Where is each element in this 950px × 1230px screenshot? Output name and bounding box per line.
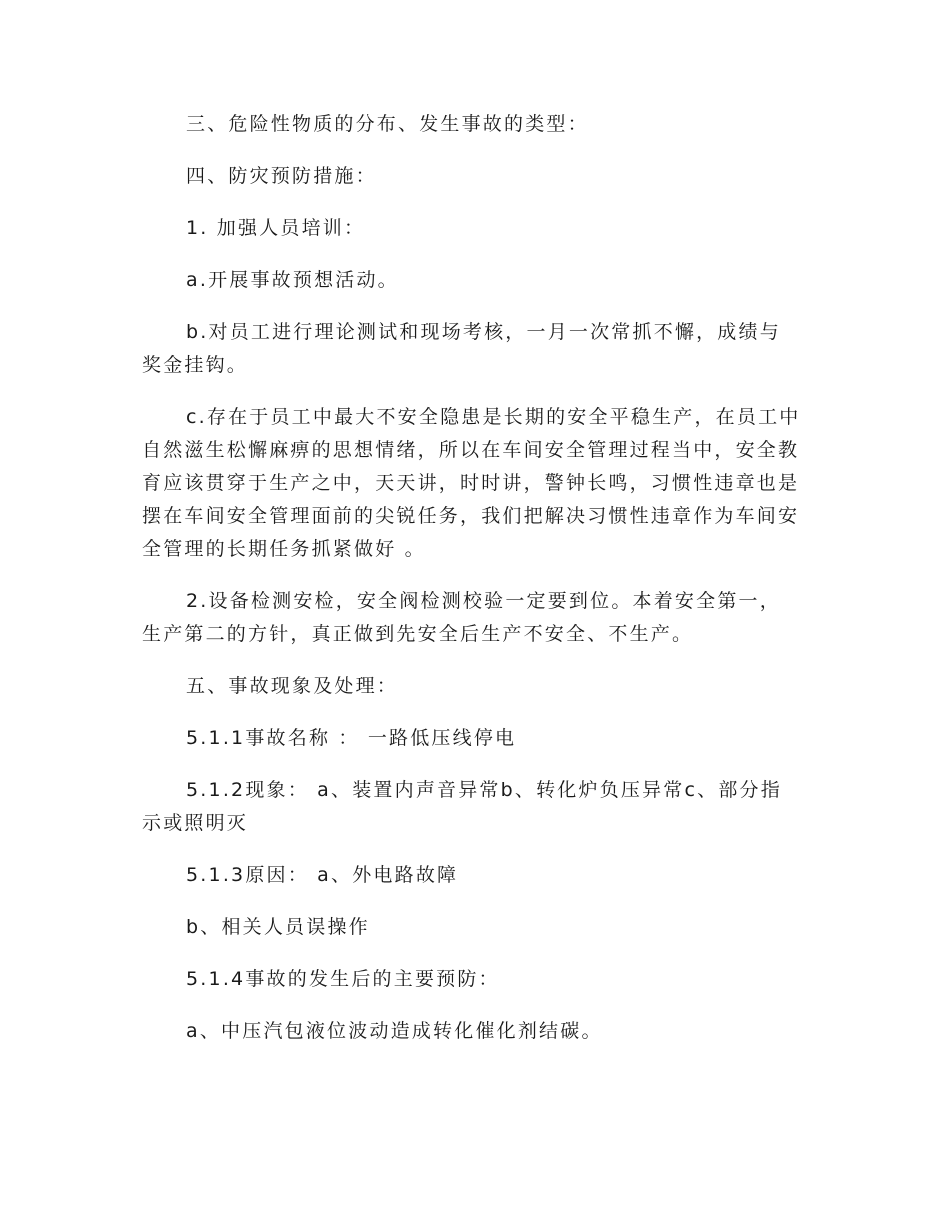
section-heading-hazard-distribution: 三、危险性物质的分布、发生事故的类型： [186,113,589,135]
list-item-equipment-inspection: 2.设备检测安检，安全阀检测校验一定要到位。本着安全第一，生产第二的方针，真正做到先安全后生产不安全、不生产。 [142,590,781,645]
list-item-accident-drill: a.开展事故预想活动。 [186,269,399,291]
accident-cause-b: b、相关人员误操作 [186,916,370,938]
list-item-safety-education: c.存在于员工中最大不安全隐患是长期的安全平稳生产，在员工中自然滋生松懈麻痹的思想情绪，所以在车间安全管理过程当中，安全教育应该贯穿于生产之中，天天讲，时时讲，警钟长鸣，习惯性违章也是摆在车间安全管理面前的尖锐任务，我们把解决习惯性违章作为车间安全管理的长期任务抓紧做好 。 [142,406,801,560]
document-body [142,108,802,1067]
accident-prevention-heading: 5.1.4事故的发生后的主要预防： [186,968,500,990]
accident-prevention-a: a、中压汽包液位波动造成转化催化剂结碳。 [186,1020,603,1042]
list-item-assessment: b.对员工进行理论测试和现场考核，一月一次常抓不懈，成绩与奖金挂钩。 [142,321,781,376]
accident-phenomena: 5.1.2现象： a、装置内声音异常b、转化炉负压异常c、部分指示或照明灭 [142,779,782,834]
list-item-staff-training: 1. 加强人员培训： [186,217,366,239]
accident-cause: 5.1.3原因： a、外电路故障 [186,864,459,886]
section-heading-prevention-measures: 四、防灾预防措施： [186,165,377,187]
section-heading-accident-handling: 五、事故现象及处理： [186,675,399,697]
accident-name: 5.1.1事故名称 ： 一路低压线停电 [186,727,517,749]
